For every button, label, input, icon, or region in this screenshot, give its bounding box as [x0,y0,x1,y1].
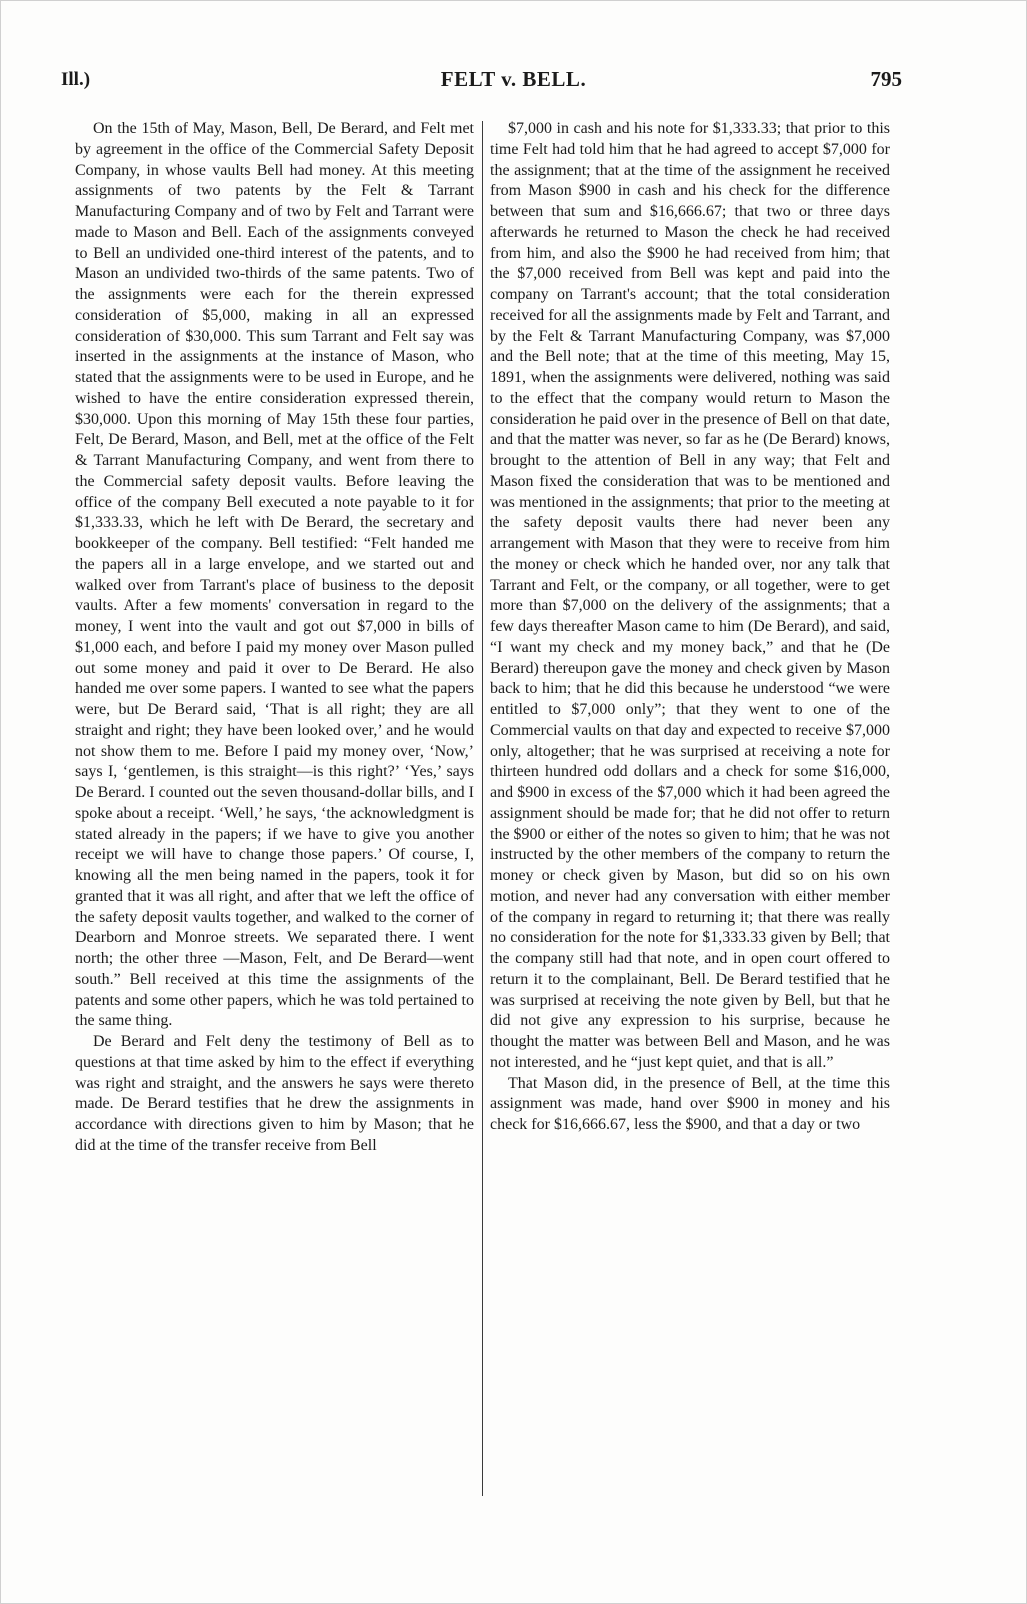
paragraph: That Mason did, in the presence of Bell, at the time this assignment was made, hand over $900 in money and his check for $16,666.67, less the $900, and that a day or two [490,1074,890,1133]
case-title: FELT v. BELL. [440,67,587,91]
paragraph: De Berard and Felt deny the testimony of Bell as to questions at that time asked by him to the effect if everything was right and straight, and the answers he says were thereto made. De Berard testifies that he drew the assignments in accordance with directions given to him by Mason; that he did at the time of the transfer receive from Bell [75,1033,474,1154]
right-column [490,119,890,1136]
running-header [1,67,1026,97]
left-column [75,119,474,1157]
paragraph: On the 15th of May, Mason, Bell, De Berard, and Felt met by agreement in the office of the Commercial Safety Deposit Company, in whose vaults Bell had money. At this meeting assignments of two patents by the Felt & Tarrant Manufacturing Company and of two by Felt and Tarrant were made to Mason and Bell. Each of the assignments conveyed to Bell an undivided one-third interest of the patents, and to Mason an undivided two-thirds of the same patents. Two of the assignments were each for the therein expressed consideration of $5,000, making in all an expressed consideration of $30,000. This sum Tarrant and Felt say was inserted in the assignments at the instance of Mason, who stated that the assignments were to be used in Europe, and he wished to have the entire consideration expressed therein, $30,000. Upon this morning of May 15th these four parties, Felt, De Berard, Mason, and Bell, met at the office of the Felt & Tarrant Manufacturing Company, and went from there to the Commercial safety deposit vaults. Before leaving the office of the company Bell executed a note payable to it for $1,333.33, which he left with De Berard, the secretary and bookkeeper of the company. Bell testified: “Felt handed me the papers all in a large envelope, and we started out and walked over from Tarrant's place of business to the deposit vaults. After a few moments' conversation in regard to the money, I went into the vault and got out $7,000 in bills of $1,000 each, and before I paid my money over Mason pulled out some money and paid it over to De Berard. He also handed me over some papers. I wanted to see what the papers were, but De Berard said, ‘That is all right; they are all straight and right; they have been looked over,’ and he would not show them to me. Before I paid my money over, ‘Now,’ says I, ‘gentlemen, is this straight—is this right?’ ‘Yes,’ says De Berard. I counted out the seven thousand-dollar bills, and I spoke about a receipt. ‘Well,’ he says, ‘the acknowledgment is stated already in the papers; if we have to give you another receipt we will have to change those papers.’ Of course, I, knowing all the men being named in the papers, took it for granted that it was all right, and after that we left the office of the safety deposit vaults together, and walked to the corner of Dearborn and Monroe streets. We separated there. I went north; the other three —Mason, Felt, and De Berard—went south.” Bell received at this time the assignments of the patents and some other papers, which he was told pertained to the same thing. [75,120,474,1030]
page-number: 795 [870,67,902,91]
column-divider [482,121,483,1496]
paragraph: $7,000 in cash and his note for $1,333.33; that prior to this time Felt had told him that he had agreed to accept $7,000 for the assignment; that at the time of the assignment he received from Mason $900 in cash and his check for the difference between that sum and $16,666.67; that two or three days afterwards he returned to Mason the check he had received from him, and also the $900 he had received from him; that the $7,000 received from Bell was kept and paid into the company on Tarrant's account; that the total consideration received for all the assignments made by Felt and Tarrant, and by the Felt & Tarrant Manufacturing Company, was $7,000 and the Bell note; that at the time of this meeting, May 15, 1891, when the assignments were delivered, nothing was said to the effect that the company would return to Mason the consideration he paid over in the presence of Bell on that date, and that the matter was never, so far as he (De Berard) knows, brought to the attention of Bell in any way; that Felt and Mason fixed the consideration that was to be mentioned and was mentioned in the assignments; that prior to the meeting at the safety deposit vaults there had never been any arrangement with Mason that they were to receive from him the money or check which he handed over, nor any talk that Tarrant and Felt, or the company, or all together, were to get more than $7,000 on the delivery of the assignments; that a few days thereafter Mason came to him (De Berard), and said, “I want my check and my money back,” and that he (De Berard) thereupon gave the money and check given by Mason back to him; that he did this because he understood “we were entitled to $7,000 only”; that they went to one of the Commercial vaults on that day and expected to receive $7,000 only, altogether; that he was surprised at receiving a note for thirteen hundred odd dollars and a check for some $16,000, and $900 in excess of the $7,000 which it had been agreed the assignment should be made for; that he did not offer to return the $900 or either of the notes so given to him; that he was not instructed by the other members of the company to return the money or check given by Mason, but did so on his own motion, and never had any conversation with either member of the company in regard to returning it; that there was really no consideration for the note for $1,333.33 given by Bell; that the company still had that note, and in open court offered to return it to the complainant, Bell. De Berard testified that he was surprised at receiving the note given by Bell, but that he did not give any expression to his surprise, because he thought the matter was between Bell and Mason, and he was not interested, and he “just kept quiet, and that is all.” [490,120,890,1071]
court-abbreviation: Ill.) [61,69,91,90]
